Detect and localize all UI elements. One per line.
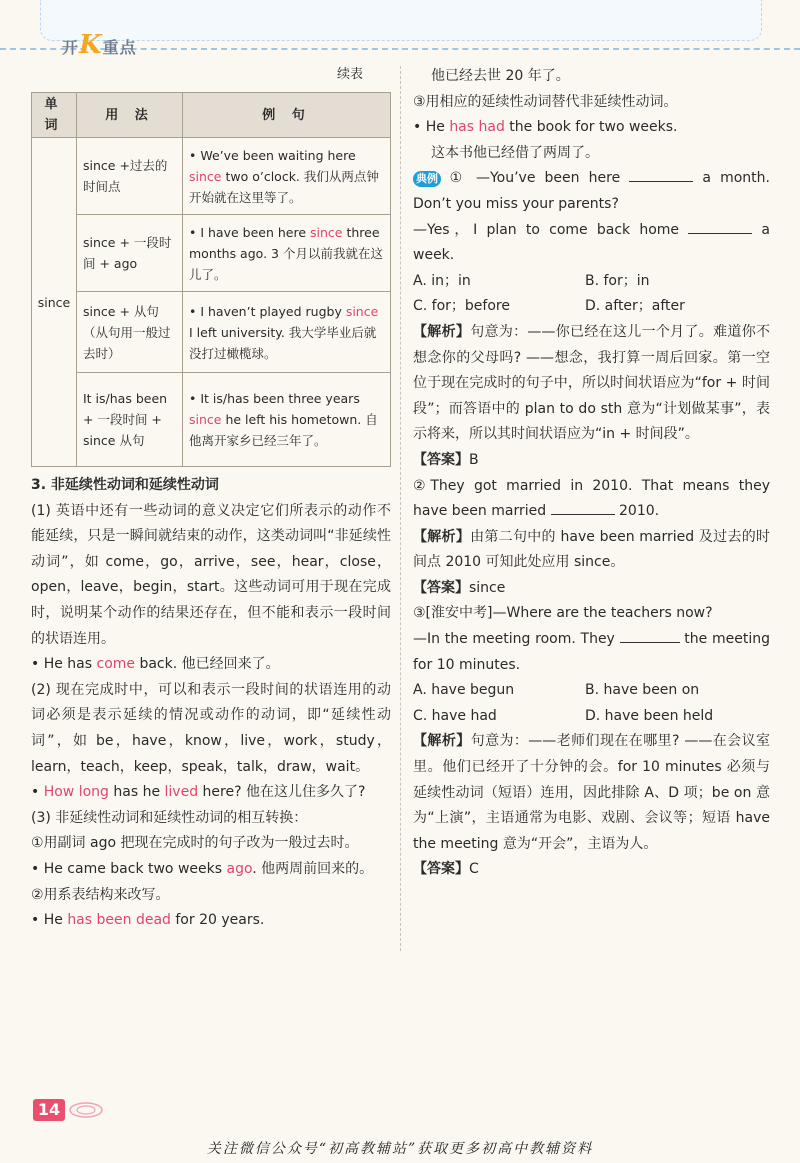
question-text: 2010. bbox=[614, 503, 660, 520]
usage-table bbox=[31, 92, 391, 467]
analysis-label: 【解析】 bbox=[413, 733, 471, 750]
example-text: • He bbox=[413, 119, 450, 136]
example-highlight: since bbox=[345, 303, 379, 319]
answer-value: since bbox=[469, 579, 506, 596]
answer-value: C bbox=[469, 861, 479, 878]
option: D. have been held bbox=[585, 707, 714, 724]
usage-cell: It is/has been + 一段时间 + since 从句 bbox=[77, 373, 183, 467]
example-translation: 这本书他已经借了两周了。 bbox=[431, 144, 599, 161]
right-column bbox=[413, 64, 770, 883]
left-column bbox=[31, 64, 391, 934]
example-text: has he bbox=[108, 784, 165, 801]
answer-blank bbox=[551, 500, 615, 515]
table-row bbox=[32, 373, 391, 467]
analysis bbox=[413, 525, 770, 576]
column-divider bbox=[400, 66, 401, 951]
answer bbox=[413, 857, 770, 883]
option: D. after；after bbox=[585, 298, 685, 315]
analysis bbox=[413, 320, 770, 448]
answer-blank bbox=[629, 167, 693, 182]
option: C. have had bbox=[413, 707, 497, 724]
example-text: . 他两周前回来的。 bbox=[252, 860, 374, 877]
question-text: the meeting for 10 minutes. bbox=[413, 631, 770, 673]
footer-note: 关注微信公众号“初高教辅站”获取更多初高中教辅资料 bbox=[206, 1141, 594, 1157]
analysis-label: 【解析】 bbox=[413, 323, 471, 340]
example-text: the book for two weeks. bbox=[504, 119, 678, 136]
usage-cell: since + 从句（从句用一般过去时） bbox=[77, 292, 183, 373]
example-highlight: since bbox=[310, 224, 343, 240]
paragraph-1: (1) 英语中还有一些动词的意义决定它们所表示的动作不能延续，只是一瞬间就结束的动作，这类动词叫“非延续性动词”，如 come，go，arrive，see，hear，close，open，leave，begin，start。这些动词可用于现在完成时，说明某个动作的结果还存在，但不能和表示一段时间的状语连用。 bbox=[31, 502, 391, 647]
answer-blank bbox=[688, 219, 752, 234]
example-cell bbox=[183, 138, 391, 215]
option: B. have been on bbox=[585, 682, 700, 699]
example-text: I left university. 我大学毕业后就没打过橄榄球。 bbox=[189, 324, 377, 361]
table-header-row bbox=[32, 93, 391, 138]
answer-label: 【答案】 bbox=[413, 861, 469, 878]
analysis-text: 句意为：——老师们现在在哪里? ——在会议室里。他们已经开了十分钟的会。for 10 minutes 必须与延续性动词（短语）连用，因此排除 A、D 项；be on 意为“上演”，主语通常为电影、戏剧、会议等；短语 have the meeting 意为“开会”，主语为人。 bbox=[413, 733, 770, 852]
table-word-cell: since bbox=[32, 138, 77, 467]
question-number: ① bbox=[445, 170, 467, 187]
question-text: —Yes，I plan to come back home bbox=[413, 221, 689, 238]
example-text: • I have been here bbox=[189, 224, 311, 240]
rule-3: ③用相应的延续性动词替代非延续性动词。 bbox=[413, 93, 678, 110]
example-text: • It is/has been three years bbox=[189, 391, 360, 406]
options-row bbox=[413, 704, 770, 730]
table-header-usage: 用 法 bbox=[77, 93, 183, 138]
logo-k: K bbox=[79, 30, 103, 60]
answer-value: B bbox=[469, 451, 479, 468]
options-row bbox=[413, 269, 770, 295]
table-header-word: 单 词 bbox=[32, 93, 77, 138]
example-tag: 典例 bbox=[413, 171, 441, 187]
answer bbox=[413, 448, 770, 474]
section-title: 3. 非延续性动词和延续性动词 bbox=[31, 477, 219, 493]
question-text: —You’ve been here bbox=[466, 170, 630, 187]
top-band-inner bbox=[40, 0, 762, 41]
example-text: for 20 years. bbox=[170, 912, 265, 929]
example-highlight: How long bbox=[43, 784, 109, 801]
analysis-text: 由第二句中的 have been married 及过去的时间点 2010 可知此处应用 since。 bbox=[413, 528, 770, 571]
table-row bbox=[32, 215, 391, 292]
example-text: • He came back two weeks bbox=[31, 860, 227, 877]
usage-cell: since +过去的时间点 bbox=[77, 138, 183, 215]
example-text: • I haven’t played rugby bbox=[189, 303, 346, 319]
question-text: ②They got married in 2010. That means they have been married bbox=[413, 477, 770, 520]
options-row bbox=[413, 294, 770, 320]
option: A. in；in bbox=[413, 272, 471, 289]
rule-2: ②用系表结构来改写。 bbox=[31, 886, 170, 903]
example-highlight: ago bbox=[226, 860, 253, 877]
example-highlight: since bbox=[189, 168, 222, 184]
paragraph-3: (3) 非延续性动词和延续性动词的相互转换： bbox=[31, 809, 308, 826]
example-highlight: come bbox=[96, 656, 136, 673]
usage-cell: since + 一段时间 + ago bbox=[77, 215, 183, 292]
question-3-reply bbox=[413, 627, 770, 678]
option: B. for；in bbox=[585, 272, 650, 289]
answer-label: 【答案】 bbox=[413, 579, 469, 596]
analysis-label: 【解析】 bbox=[413, 528, 471, 545]
question-2 bbox=[413, 474, 770, 525]
example-translation: 他已经去世 20 年了。 bbox=[431, 68, 570, 84]
question-text: a week. bbox=[413, 221, 771, 264]
answer-label: 【答案】 bbox=[413, 451, 469, 468]
header-logo bbox=[62, 30, 137, 60]
example-text: here? 他在这儿住多久了? bbox=[198, 784, 366, 801]
example-text: he left his hometown. 自他离开家乡已经三年了。 bbox=[189, 412, 378, 448]
example-text: back. 他已经回来了。 bbox=[135, 656, 280, 673]
table-row bbox=[32, 138, 391, 215]
example-text: two o’clock. 我们从两点钟开始就在这里等了。 bbox=[189, 168, 379, 205]
example-highlight: lived bbox=[164, 784, 199, 801]
question-3: ③[淮安中考]—Where are the teachers now? bbox=[413, 605, 713, 622]
example-text: • He has bbox=[31, 656, 97, 673]
option: C. for；before bbox=[413, 298, 510, 315]
example-text: three months ago. 3 个月以前我就在这儿了。 bbox=[189, 224, 383, 282]
example-text: • bbox=[31, 784, 44, 801]
option: A. have begun bbox=[413, 682, 515, 699]
answer bbox=[413, 576, 770, 602]
paragraph-2: (2) 现在完成时中，可以和表示一段时间的状语连用的动词必须是表示延续的情况或动作的动词，即“延续性动词”，如 be，have，know，live，work，study，learn，teach，keep，speak，talk，draw，wait。 bbox=[31, 681, 391, 775]
example-highlight: since bbox=[189, 412, 222, 427]
example-text: • He bbox=[31, 912, 68, 929]
analysis-text: 句意为：——你已经在这儿一个月了。难道你不想念你的父母吗? ——想念，我打算一周后回家。第一空位于现在完成时的句子中，所以时间状语应为“for + 时间段”；而答语中的 plan to do sth 意为“计划做某事”，表示将来，所以其时间状语应为“in + 时间段”。 bbox=[413, 323, 771, 443]
example-line bbox=[31, 652, 391, 678]
logo-prefix: 开 bbox=[62, 38, 80, 57]
options-row bbox=[413, 678, 770, 704]
rule-1: ①用副词 ago 把现在完成时的句子改为一般过去时。 bbox=[31, 835, 359, 852]
question-1 bbox=[413, 166, 770, 217]
question-text: —In the meeting room. They bbox=[413, 631, 620, 648]
logo-suffix: 重点 bbox=[102, 38, 137, 57]
table-row bbox=[32, 292, 391, 373]
example-cell bbox=[183, 292, 391, 373]
example-line bbox=[31, 780, 391, 806]
page-number: 14 bbox=[33, 1099, 65, 1121]
question-text: a month. Don’t you miss your parents? bbox=[413, 170, 770, 212]
analysis bbox=[413, 729, 770, 857]
example-line bbox=[31, 857, 391, 883]
example-cell bbox=[183, 373, 391, 467]
question-1-reply bbox=[413, 218, 770, 269]
table-header-example: 例 句 bbox=[183, 93, 391, 138]
example-line bbox=[31, 908, 391, 934]
answer-blank bbox=[620, 628, 680, 643]
example-cell bbox=[183, 215, 391, 292]
example-highlight: has been dead bbox=[67, 912, 171, 929]
swirl-ornament-icon bbox=[68, 1100, 104, 1120]
example-highlight: has had bbox=[449, 119, 505, 136]
example-text: • We’ve been waiting here bbox=[189, 147, 356, 163]
continued-label: 续表 bbox=[336, 67, 363, 82]
example-line bbox=[413, 115, 770, 141]
